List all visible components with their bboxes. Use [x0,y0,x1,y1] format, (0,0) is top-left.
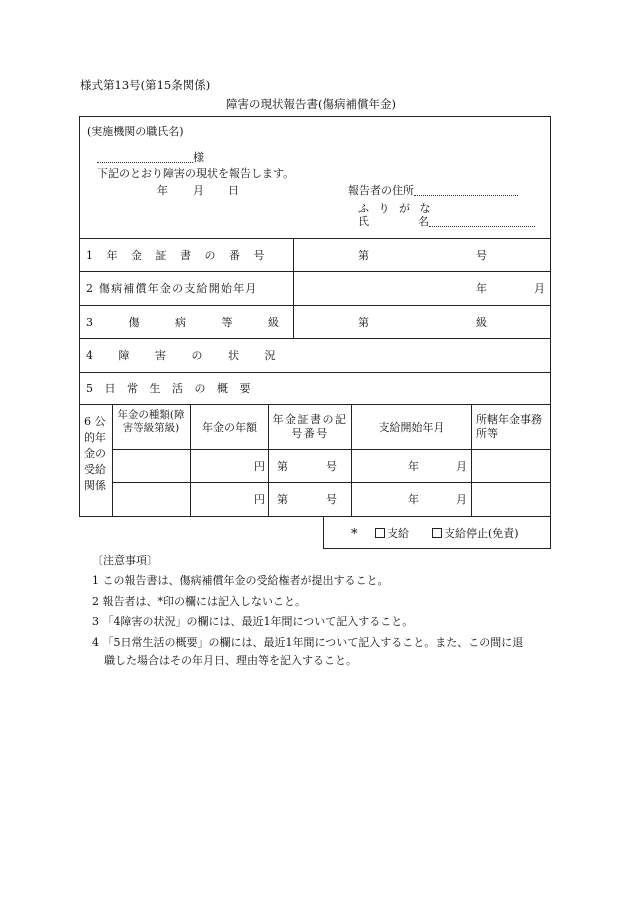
row1-go: 号 [476,249,487,262]
col-cert-number: 年金証書の記号番号 [272,413,348,441]
pay-label: 支給 [387,527,409,540]
start-nen-1: 年 [408,460,419,473]
row1-label: 1 年 金 証 書 の 番 号 [86,249,270,262]
pension-type-cell-1[interactable] [114,450,190,482]
note-4b: 職した場合はその年月日、理由等を記入すること。 [104,654,357,667]
statement: 下記のとおり障害の現状を報告します。 [97,167,295,180]
section6-label: 6 公的年金の受給関係 [84,415,106,492]
cert-go-1: 号 [326,460,337,473]
col-pension-type: 年金の種類(障害等級第級) [117,409,185,434]
pension-type-cell-2[interactable] [114,483,190,515]
col-office: 所轄年金事務所等 [476,413,542,441]
date-year: 年 [157,184,168,197]
form-number: 様式第13号(第15条関係) [80,78,211,92]
row3-label: 3 傷 病 等 級 [86,316,279,329]
reporter-address-label: 報告者の住所 [348,184,414,197]
row5-label: 5 日 常 生 活 の 概 要 [86,382,255,395]
stop-checkbox-icon[interactable] [432,528,442,538]
pay-checkbox-icon[interactable] [375,528,385,538]
furigana-label: ふ り が な [358,202,434,215]
note-1: 1 この報告書は、傷病補償年金の受給権者が提出すること。 [92,574,389,587]
form-title: 障害の現状報告書(傷病補償年金) [226,97,396,111]
row2-label: 2 傷病補償年金の支給開始年月 [86,282,258,295]
cert-dai-2: 第 [277,493,288,506]
name-label-2: 名 [418,215,429,228]
pay-option[interactable] [375,528,409,539]
addressee-label: (実施機関の職氏名) [87,125,184,138]
addressee-field[interactable] [97,152,204,163]
notes-heading: 〔注意事項〕 [92,554,158,567]
note-4a: 4 「5日常生活の概要」の欄には、最近1年間について記入すること。また、この間に退 [92,636,524,649]
yen-2: 円 [254,493,265,506]
row3-kyu: 級 [476,316,487,329]
honorific: 様 [193,151,204,164]
name-label-1: 氏 [358,215,369,228]
start-nen-2: 年 [408,493,419,506]
col-start-date: 支給開始年月 [378,421,445,434]
note-3: 3 「4障害の状況」の欄には、最近1年間について記入すること。 [92,615,414,628]
start-tsuki-2: 月 [456,493,467,506]
asterisk-mark: * [351,527,358,542]
stop-label: 支給停止(免責) [444,527,519,540]
col-pension-amount: 年金の年額 [202,421,257,434]
yen-1: 円 [254,460,265,473]
name-field[interactable] [418,216,535,227]
note-2: 2 報告者は、*印の欄には記入しないこと。 [92,595,306,608]
row2-nen: 年 [476,282,487,295]
start-tsuki-1: 月 [456,460,467,473]
row2-tsuki: 月 [534,282,545,295]
date-month: 月 [193,184,204,197]
row3-dai: 第 [358,316,369,329]
cert-go-2: 号 [326,493,337,506]
row4-label: 4 障 害 の 状 況 [86,349,276,362]
reporter-address[interactable] [348,185,518,196]
cert-dai-1: 第 [277,460,288,473]
row1-dai: 第 [358,249,369,262]
stop-option[interactable] [432,528,519,539]
date-day: 日 [228,184,239,197]
